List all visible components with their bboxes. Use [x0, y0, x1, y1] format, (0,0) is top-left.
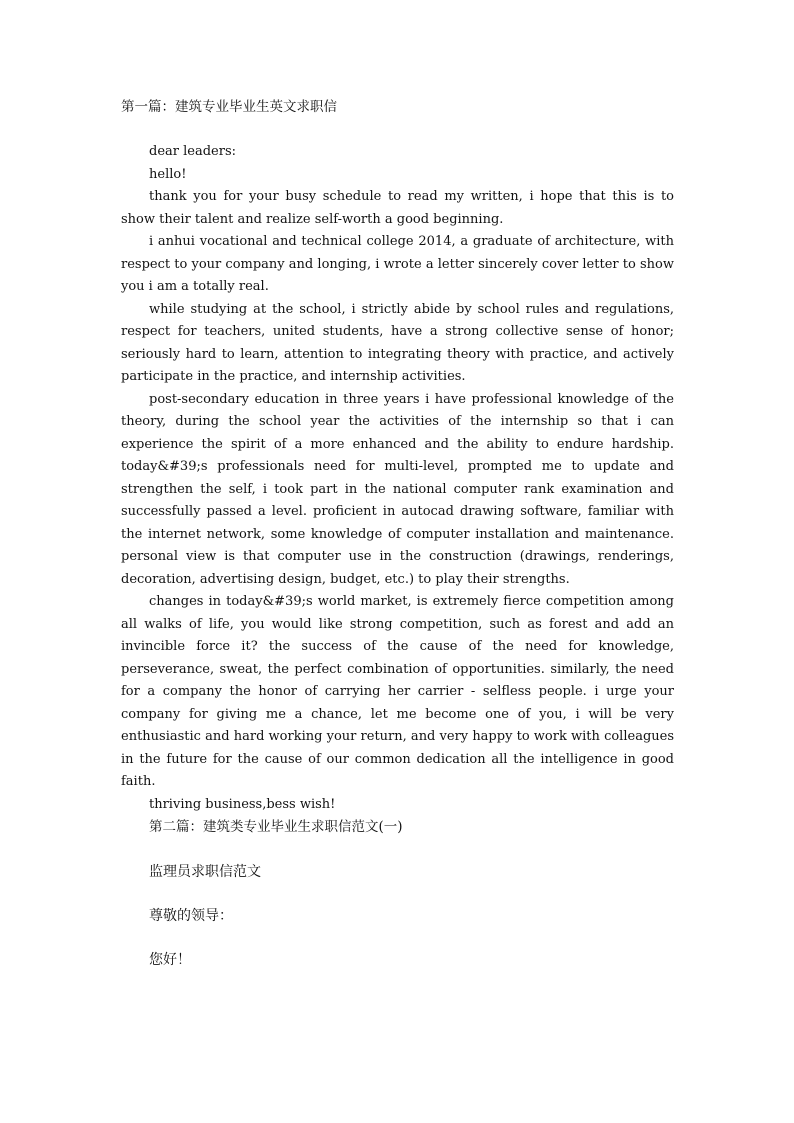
document-content: [121, 96, 674, 971]
body-paragraph: i anhui vocational and technical college 2014, a graduate of architecture, with respect to your company and longing, i wrote a letter sincerely cover letter to show you i am a totally real.: [121, 234, 674, 294]
body-paragraph: post-secondary education in three years i have professional knowledge of the theory, during the school year the activities of the internship so that i can experience the spirit of a more enhanced and the ability to endure hardship. today&#39;s professionals need for multi-level, prompted me to update and strengthen the self, i took part in the national computer rank examination and successfully passed a level. proficient in autocad drawing software, familiar with the internet network, some knowledge of computer installation and maintenance. personal view is that computer use in the construction (drawings, renderings, decoration, advertising design, budget, etc.) to play their strengths.: [121, 391, 674, 587]
section-heading-1: 第一篇：建筑专业毕业生英文求职信: [121, 99, 337, 115]
closing-line: thriving business,bess wish!: [149, 796, 336, 812]
body-paragraph: while studying at the school, i strictly abide by school rules and regulations, respect for teachers, united students, have a strong collective sense of honor; seriously hard to learn, attention to integrating theory with practice, and actively participate in the practice, and internship activities.: [121, 301, 674, 384]
chinese-greeting: 您好！: [149, 952, 191, 968]
section-heading-2: 第二篇：建筑类专业毕业生求职信范文(一): [149, 819, 403, 835]
body-paragraph: thank you for your busy schedule to read my written, i hope that this is to show their talent and realize self-worth a good beginning.: [121, 189, 674, 227]
body-paragraph: changes in today&#39;s world market, is extremely fierce competition among all walks of life, you would like strong competition, such as forest and add an invincible force it? the success of the cause of the need for knowledge, perseverance, sweat, the perfect combination of opportunities. similarly, the need for a company the honor of carrying her carrier - selfless people. i urge your company for giving me a chance, let me become one of you, i will be very enthusiastic and hard working your return, and very happy to work with colleagues in the future for the cause of our common dedication all the intelligence in good faith.: [121, 594, 674, 789]
salutation: dear leaders:: [149, 144, 236, 159]
chinese-letter-title: 监理员求职信范文: [149, 864, 261, 880]
chinese-salutation: 尊敬的领导：: [149, 908, 233, 924]
greeting: hello!: [149, 166, 187, 182]
